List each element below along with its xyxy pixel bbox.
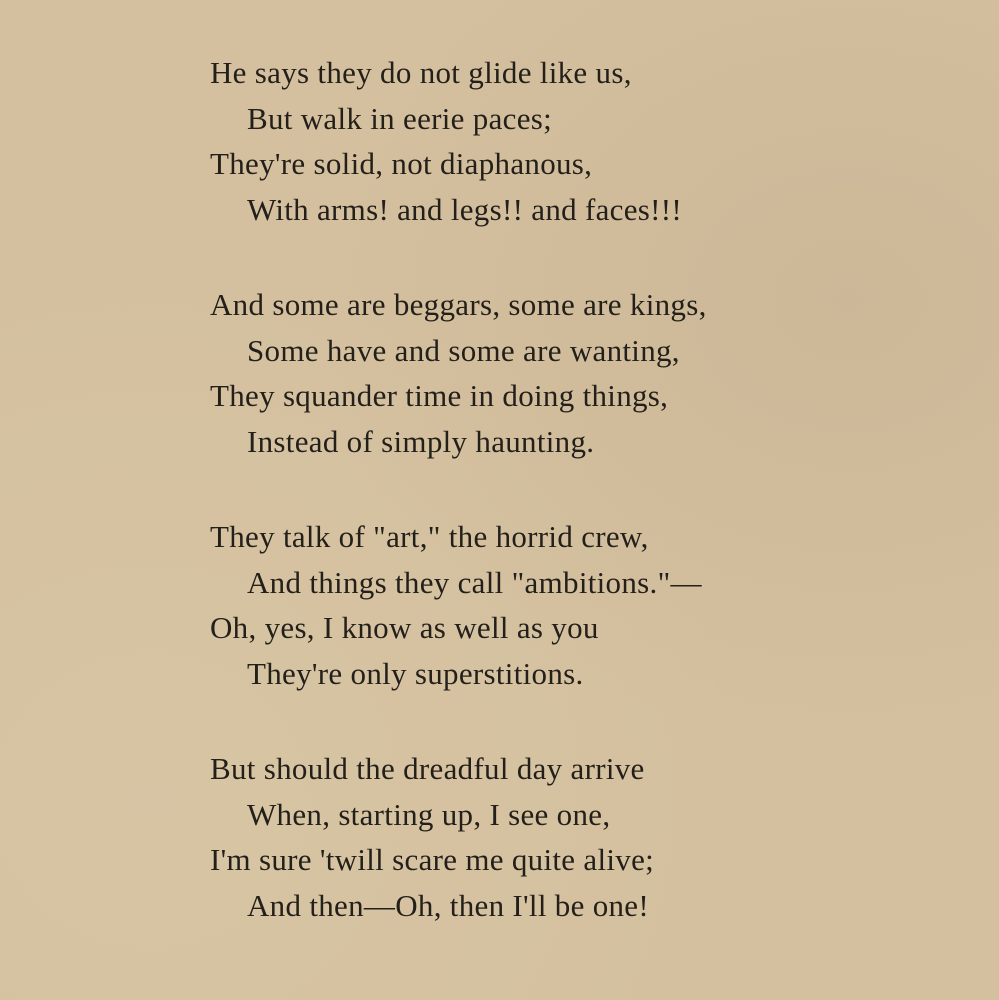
poem-line: They squander time in doing things, (210, 378, 669, 413)
poem-line: And some are beggars, some are kings, (210, 287, 707, 322)
poem-line: But walk in eerie paces; (247, 100, 553, 136)
poem-line: They're only superstitions. (247, 655, 584, 691)
stanza-2 (210, 282, 930, 464)
poem-line: And then—Oh, then I'll be one! (247, 887, 649, 923)
poem (210, 50, 930, 978)
poem-line: Instead of simply haunting. (247, 423, 595, 459)
poem-line: He says they do not glide like us, (210, 55, 632, 90)
poem-line: But should the dreadful day arrive (210, 751, 645, 786)
poem-line: When, starting up, I see one, (247, 796, 611, 832)
poem-line: They're solid, not diaphanous, (210, 146, 593, 181)
poem-line: They talk of "art," the horrid crew, (210, 519, 649, 554)
poem-line: I'm sure 'twill scare me quite alive; (210, 842, 655, 877)
poem-line: With arms! and legs!! and faces!!! (247, 191, 683, 227)
stanza-1 (210, 50, 930, 232)
poem-line: And things they call "ambitions."— (247, 564, 702, 600)
stanza-4 (210, 746, 930, 928)
poem-line: Oh, yes, I know as well as you (210, 610, 599, 645)
stanza-3 (210, 514, 930, 696)
poem-line: Some have and some are wanting, (247, 332, 680, 368)
